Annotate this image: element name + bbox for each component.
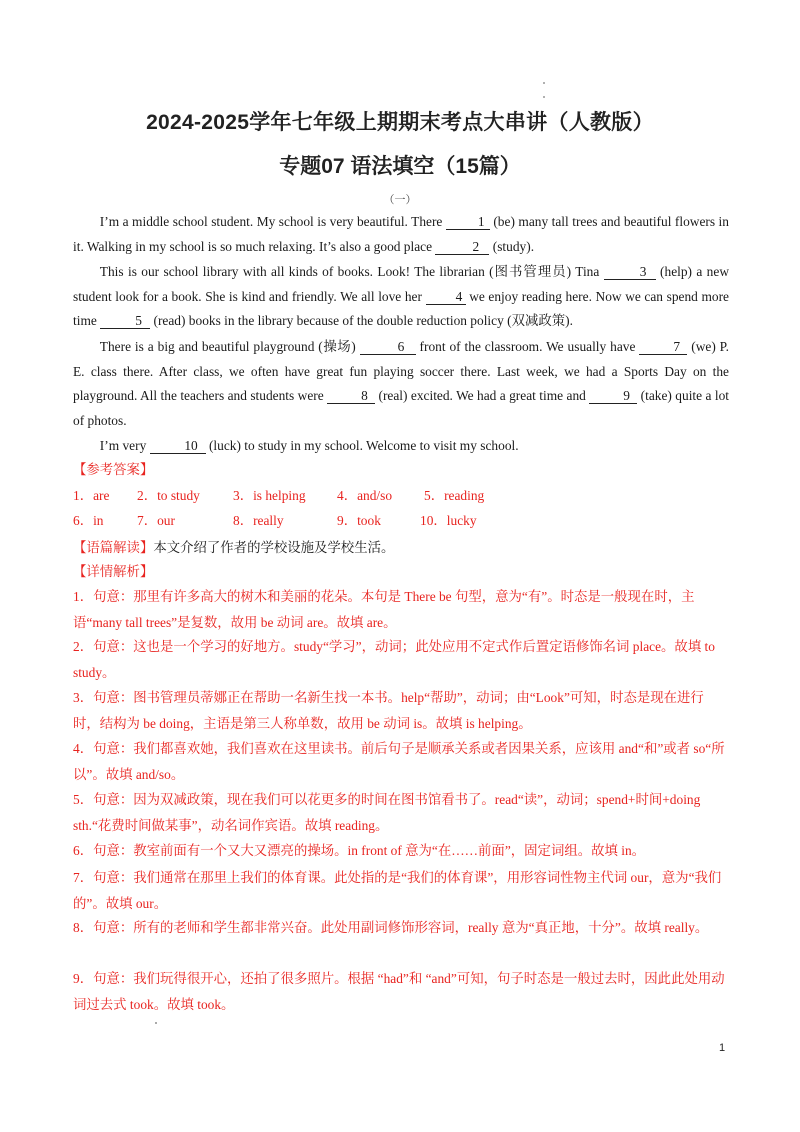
blank-7[interactable]: 7 — [639, 340, 687, 355]
explanation-item: 6．句意：教室前面有一个又大又漂亮的操场。in front of 意为“在……前面”，固定词组。故填 in。 — [73, 843, 646, 858]
blank-5[interactable]: 5 — [100, 314, 150, 329]
overview-label: 【语篇解读】 — [73, 540, 154, 555]
explanation-item: 3．句意：图书管理员蒂娜正在帮助一名新生找一本书。help“帮助”，动词；由“Look”可知，时态是现在进行时，结构为 be doing，主语是第三人称单数，故用 be 动词 is。故填 is helping。 — [73, 690, 704, 731]
page-subtitle: 专题07 语法填空（15篇） — [279, 155, 521, 178]
blank-2[interactable]: 2 — [435, 240, 489, 255]
answer-item: 1．are — [73, 488, 110, 503]
answers-heading: 【参考答案】 — [73, 462, 154, 477]
passage-paragraph-4: I’m very 10 (luck) to study in my school. Welcome to visit my school. — [99, 438, 519, 453]
explanation-item: 9．句意：我们玩得很开心，还拍了很多照片。根据 “had”和 “and”可知，句子时态是一般过去时，因此此处用动词过去式 took。故填 took。 — [73, 971, 725, 1012]
explanation-item: 5．句意：因为双减政策，现在我们可以花更多的时间在图书馆看书了。read“读”，动词；spend+时间+doing sth.“花费时间做某事”，动名词作宾语。故填 reading。 — [73, 792, 701, 833]
answer-item: 5．reading — [424, 488, 485, 503]
passage-paragraph-3: There is a big and beautiful playground (操场) 6 front of the classroom. We usually have 7 (we) P. E. class there. After class, we often have great fun playing soccer there. Last week, we had a Sports Day on the playground. All the teachers and students were 8 (real) excited. We had a great time and 9 (take) quite a lot of photos. — [73, 339, 729, 428]
blank-1[interactable]: 1 — [446, 215, 490, 230]
page-title: 2024-2025学年七年级上期期末考点大串讲（人教版） — [146, 111, 654, 134]
passage-paragraph-1: I’m a middle school student. My school is very beautiful. There 1 (be) many tall trees and beautiful flowers in it. Walking in my school is so much relaxing. It’s also a good place 2 (study). — [73, 214, 729, 254]
blank-6[interactable]: 6 — [360, 340, 416, 355]
explanation-item: 1．句意：那里有许多高大的树木和美丽的花朵。本句是 There be 句型，意为“有”。时态是一般现在时，主语“many tall trees”是复数，故用 be 动词 are。故填 are。 — [73, 589, 695, 630]
blank-3[interactable]: 3 — [604, 265, 656, 280]
explanation-item: 7．句意：我们通常在那里上我们的体育课。此处指的是“我们的体育课”，用形容词性物主代词 our，意为“我们的”。故填 our。 — [73, 870, 722, 911]
answer-item: 10．lucky — [420, 513, 477, 528]
overview-text: 本文介绍了作者的学校设施及学校生活。 — [153, 540, 395, 555]
details-heading: 【详情解析】 — [73, 564, 154, 579]
overview — [73, 536, 394, 560]
explanation-item: 4．句意：我们都喜欢她，我们喜欢在这里读书。前后句子是顺承关系或者因果关系，应该用 and“和”或者 so“所以”。故填 and/so。 — [73, 741, 725, 782]
answer-item: 2．to study — [137, 488, 200, 503]
answer-item: 4．and/so — [337, 488, 393, 503]
explanation-item: 8．句意：所有的老师和学生都非常兴奋。此处用副词修饰形容词，really 意为“真正地，十分”。故填 really。 — [73, 920, 709, 935]
scan-dot — [155, 1022, 157, 1024]
blank-4[interactable]: 4 — [426, 290, 466, 305]
passage-paragraph-2: This is our school library with all kinds of books. Look! The librarian (图书管理员) Tina 3 (help) a new student look for a book. She is kind and friendly. We all love her 4 we enjoy reading here. Now we can spend more time 5 (read) books in the library because of the double reduction policy (双减政策). — [73, 264, 729, 329]
blank-8[interactable]: 8 — [327, 389, 375, 404]
explanation-item: 2．句意：这也是一个学习的好地方。study“学习”，动词；此处应用不定式作后置定语修饰名词 place。故填 to study。 — [73, 639, 715, 680]
blank-10[interactable]: 10 — [150, 439, 206, 454]
answer-item: 8．really — [233, 513, 284, 528]
answer-item: 9．took — [337, 513, 381, 528]
section-number: （一） — [383, 194, 417, 206]
scan-dot — [543, 82, 545, 84]
scan-dot — [543, 96, 545, 98]
blank-9[interactable]: 9 — [589, 389, 637, 404]
page-number: 1 — [719, 1042, 726, 1054]
answer-item: 3．is helping — [233, 488, 306, 503]
answer-item: 6．in — [73, 513, 104, 528]
answer-item: 7．our — [137, 513, 175, 528]
